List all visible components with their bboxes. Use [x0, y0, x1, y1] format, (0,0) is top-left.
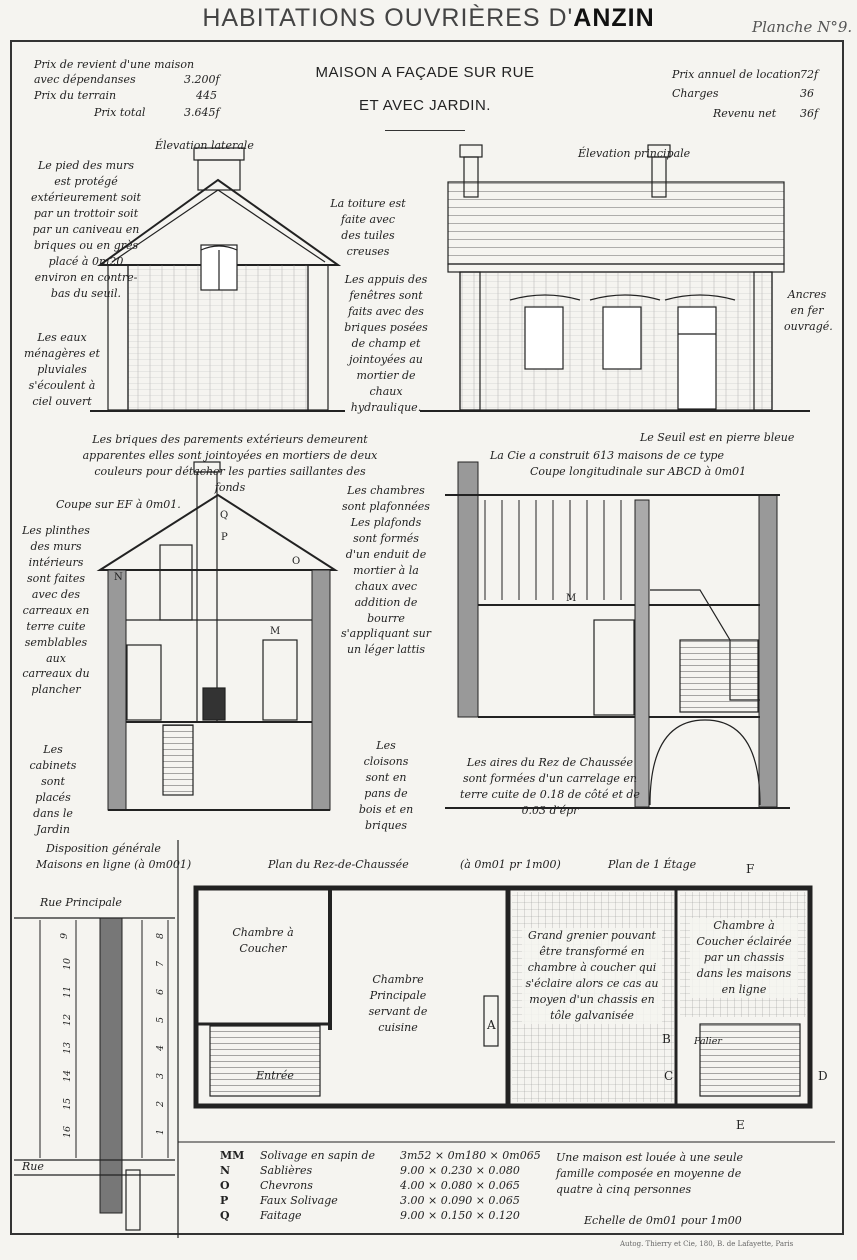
room-palier: Palier	[694, 1036, 722, 1047]
note-briques: Les briques des parements extérieurs demeurent apparentes elles sont jointoyées en mortiers de deux couleurs pour détacher les parties saillantes des fonds	[82, 433, 378, 494]
legend-dims: 3m52 × 0m180 × 0m065	[400, 1149, 541, 1162]
house-number: 3	[155, 1072, 167, 1079]
label-plan-scale: (à 0m01 pr 1m00)	[460, 858, 561, 871]
legend-code: P	[220, 1194, 229, 1207]
rent-charges-label: Charges	[672, 87, 719, 100]
legend-dims: 9.00 × 0.150 × 0.120	[400, 1209, 520, 1222]
legend-code: O	[220, 1179, 230, 1192]
label-maisons-ligne: Maisons en ligne (à 0m001)	[36, 858, 192, 871]
house-number: 14	[62, 1069, 74, 1082]
cost-house-value: 3.200f	[184, 73, 220, 86]
main-title-line1: MAISON A FAÇADE SUR RUE	[315, 64, 535, 81]
legend-code: MM	[220, 1149, 245, 1162]
cost-land-value: 445	[196, 89, 217, 102]
header-title: HABITATIONS OUVRIÈRES D'	[202, 4, 574, 32]
note-eaux: Les eaux ménagères et pluviales s'écoulent à ciel ouvert	[24, 331, 100, 408]
legend-dims: 9.00 × 0.230 × 0.080	[400, 1164, 520, 1177]
cost-house-label: Prix de revient d'une maison	[34, 58, 195, 71]
section-letter-q: Q	[220, 510, 229, 521]
house-number: 16	[62, 1125, 74, 1138]
legend-name: Faitage	[260, 1209, 302, 1222]
section-letter-m: M	[270, 626, 281, 637]
section-letter-n: N	[114, 572, 123, 583]
legend-name: Faux Solivage	[260, 1194, 338, 1207]
note-famille: Une maison est louée à une seule famille composée en moyenne de quatre à cinq personnes	[556, 1151, 744, 1196]
room-entree: Entrée	[256, 1069, 294, 1082]
house-number: 7	[155, 960, 167, 967]
house-number: 4	[155, 1044, 167, 1051]
house-number: 11	[62, 985, 74, 998]
section-letter-e: E	[736, 1118, 745, 1132]
house-number: 2	[155, 1100, 167, 1107]
imprint: Autog. Thierry et Cie, 180, B. de Lafayette, Paris	[620, 1240, 794, 1248]
note-toiture: La toiture est faite avec des tuiles creuses	[330, 197, 406, 258]
room-chambre-coucher: Chambre à Coucher	[232, 926, 294, 955]
main-elevation-drawing	[420, 145, 810, 411]
cost-total-label: Prix total	[94, 106, 146, 119]
legend-row	[220, 1164, 520, 1177]
legend-code: Q	[220, 1209, 230, 1222]
section-letter-b: B	[662, 1032, 671, 1046]
room-chambre-etage: Chambre à Coucher éclairée par un chassis dans les maisons en ligne	[690, 918, 798, 998]
legend-dims: 4.00 × 0.080 × 0.065	[400, 1179, 520, 1192]
label-plan-rdc: Plan du Rez-de-Chaussée	[268, 858, 409, 871]
rent-location-value: 72f	[800, 68, 819, 81]
section-letter-m2: M	[566, 593, 577, 604]
rent-net-value: 36f	[800, 107, 819, 120]
note-seuil: Le Seuil est en pierre bleue	[640, 431, 795, 444]
house-number: 8	[155, 932, 167, 939]
label-disposition: Disposition générale	[46, 842, 161, 855]
note-cloisons: Les cloisons sont en pans de bois et en briques	[358, 739, 414, 832]
label-coupe-ef: Coupe sur EF à 0m01.	[56, 498, 181, 511]
section-ef-drawing	[100, 462, 335, 810]
section-letter-c: C	[664, 1069, 674, 1083]
note-ancres: Ancres en fer ouvragé.	[784, 288, 833, 333]
header-title-bold: ANZIN	[573, 4, 655, 32]
note-aires: Les aires du Rez de Chaussée sont formées d'un carrelage en terre cuite de 0.18 de côté et de 0.03 d'épr	[460, 756, 640, 817]
legend-code: N	[220, 1164, 231, 1177]
cost-house-label2: avec dépendanses	[34, 73, 136, 86]
house-number: 1	[155, 1128, 167, 1135]
main-title-line2: ET AVEC JARDIN.	[359, 97, 491, 114]
rent-location-label: Prix annuel de location	[672, 68, 801, 81]
note-pied-murs: Le pied des murs est protégé extérieurement soit par un trottoir soit par un caniveau en briques ou en grès placé à 0m20 environ en contre-bas du seuil.	[31, 159, 141, 300]
room-chambre-principale: Chambre Principale servant de cuisine	[368, 973, 428, 1034]
note-plinthes: Les plinthes des murs intérieurs sont faites avec des carreaux en terre cuite semblables aux carreaux du plancher	[22, 524, 90, 697]
house-number: 13	[62, 1041, 74, 1054]
note-cabinets: Les cabinets sont placés dans le Jardin	[29, 743, 77, 836]
house-number: 6	[155, 988, 167, 995]
house-number: 5	[155, 1016, 167, 1023]
section-letter-p: P	[221, 532, 228, 543]
ground-floor-plan	[196, 888, 508, 1106]
rent-charges-value: 36	[800, 87, 814, 100]
legend-row	[220, 1179, 520, 1192]
label-coupe-abcd: Coupe longitudinale sur ABCD à 0m01	[530, 465, 747, 478]
legend-dims: 3.00 × 0.090 × 0.065	[400, 1194, 520, 1207]
legend-name: Solivage en sapin de	[260, 1149, 376, 1162]
section-letter-o: O	[292, 556, 301, 567]
section-letter-a: A	[487, 1018, 496, 1032]
room-grand-grenier: Grand grenier pouvant être transformé en chambre à coucher qui s'éclaire alors ce cas au moyen d'un chassis en tôle galvanisée	[522, 928, 662, 1024]
cost-total-value: 3.645f	[184, 106, 220, 119]
cost-land-label: Prix du terrain	[34, 89, 117, 102]
plate-number: Planche N°9.	[752, 18, 853, 36]
house-number: 10	[62, 957, 74, 970]
legend-row	[220, 1149, 541, 1162]
rent-net-label: Revenu net	[713, 107, 777, 120]
legend-name: Chevrons	[260, 1179, 313, 1192]
house-number: 9	[59, 932, 71, 939]
label-rue-principale: Rue Principale	[40, 896, 122, 909]
label-rue-bottom: Rue	[22, 1160, 44, 1173]
label-elevation-principale: Élevation principale	[578, 147, 691, 160]
label-echelle: Echelle de 0m01 pour 1m00	[584, 1214, 742, 1227]
section-letter-d: D	[818, 1069, 828, 1083]
section-letter-f: F	[746, 862, 755, 876]
legend-row	[220, 1194, 520, 1207]
house-number: 15	[62, 1097, 74, 1110]
label-plan-etage: Plan de 1 Étage	[608, 858, 697, 871]
label-elevation-laterale: Élevation laterale	[155, 139, 254, 152]
legend-name: Sablières	[260, 1164, 313, 1177]
note-appuis: Les appuis des fenêtres sont faits avec des briques posées de champ et jointoyées au mortier de chaux hydraulique.	[344, 273, 428, 414]
legend-row	[220, 1209, 520, 1222]
note-chambres: Les chambres sont plafonnées Les plafonds sont formés d'un enduit de mortier à la chaux avec addition de bourre s'appliquant sur un léger lattis	[340, 484, 432, 657]
house-number: 12	[62, 1013, 74, 1026]
label-cie-construit: La Cie a construit 613 maisons de ce type	[490, 449, 724, 462]
